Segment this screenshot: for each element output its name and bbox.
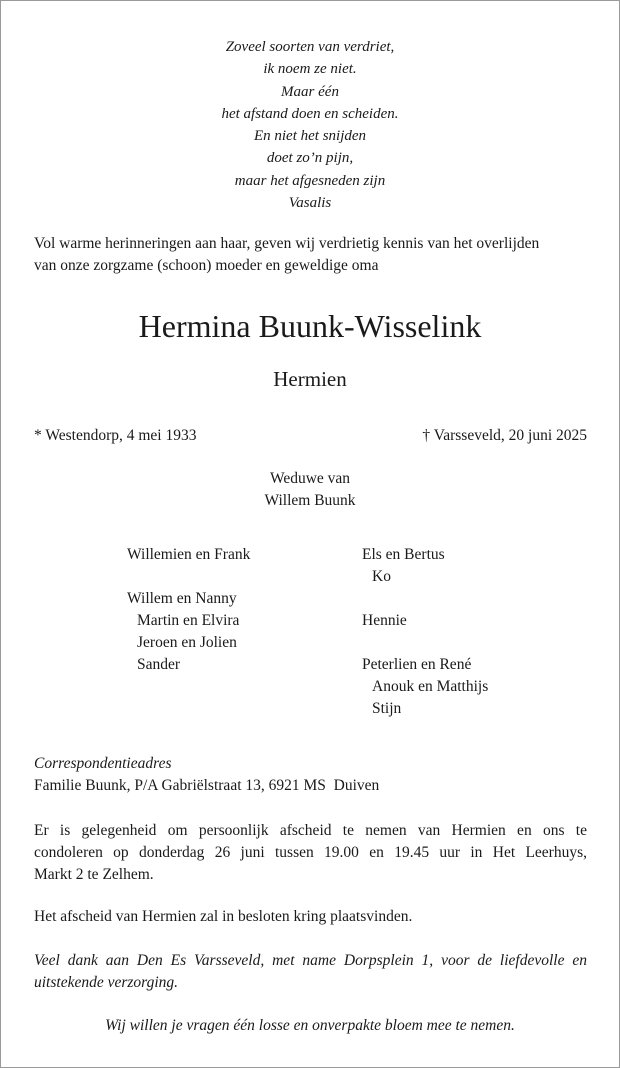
family-member: Peterlien en René [362, 656, 472, 673]
intro-text [34, 233, 590, 277]
birth-date: * Westendorp, 4 mei 1933 [34, 427, 197, 444]
closing-request: Wij willen je vragen één losse en onverpakte bloem mee te nemen. [105, 1017, 515, 1034]
family-grandchild: Ko [372, 568, 391, 585]
poem-line: maar het afgesneden zijn [234, 172, 386, 189]
correspondence-label: Correspondentieadres [34, 755, 172, 772]
family-grandchild: Sander [137, 656, 181, 673]
death-date: † Varsseveld, 20 juni 2025 [422, 427, 587, 444]
poem-line: ik noem ze niet. [263, 61, 357, 78]
deceased-nickname: Hermien [273, 367, 347, 391]
family-list-left [127, 544, 250, 676]
family-spacer [362, 632, 488, 654]
family-member: Willem en Nanny [127, 590, 237, 607]
poem [1, 36, 619, 214]
poem-line: En niet het snijden [253, 128, 367, 145]
poem-line: doet zo’n pijn, [266, 150, 354, 167]
family-spacer [362, 588, 488, 610]
paragraph-line: condoleren op donderdag 26 juni tussen 19.00 en 19.45 uur in Het Leerhuys, [34, 844, 587, 861]
intro-line: Vol warme herinneringen aan haar, geven wij verdrietig kennis van het overlijden [34, 235, 540, 252]
family-member: Hennie [362, 612, 407, 629]
family-member: Willemien en Frank [127, 546, 251, 563]
widow-of [1, 468, 619, 512]
family-list-right [362, 544, 488, 720]
family-member: Els en Bertus [362, 546, 445, 563]
family-grandchild: Jeroen en Jolien [137, 634, 237, 651]
poem-line: Maar één [281, 83, 339, 100]
family-grandchild: Anouk en Matthijs [372, 678, 489, 695]
spouse-name: Willem Buunk [264, 492, 356, 509]
family-grandchild: Stijn [372, 700, 402, 717]
paragraph-line: uitstekende verzorging. [34, 974, 179, 991]
paragraph-line: Veel dank aan Den Es Varsseveld, met name Dorpsplein 1, voor de liefdevolle en [34, 952, 587, 969]
poem-line: Zoveel soorten van verdriet, [225, 39, 395, 55]
poem-line: het afstand doen en scheiden. [221, 105, 399, 122]
widow-label: Weduwe van [269, 470, 351, 487]
paragraph-line: Markt 2 te Zelhem. [34, 866, 154, 883]
private-farewell-paragraph [34, 906, 587, 928]
paragraph-line: Er is gelegenheid om persoonlijk afscheid te nemen van Hermien en ons te [34, 822, 587, 839]
correspondence-address: Familie Buunk, P/A Gabriëlstraat 13, 6921 MS Duiven [34, 777, 380, 794]
family-spacer [127, 566, 250, 588]
intro-line: van onze zorgzame (schoon) moeder en geweldige oma [34, 257, 379, 274]
family-grandchild: Martin en Elvira [137, 612, 240, 629]
deceased-name: Hermina Buunk-Wisselink [138, 308, 482, 344]
paragraph-line: Het afscheid van Hermien zal in besloten kring plaatsvinden. [34, 908, 413, 925]
poem-author: Vasalis [288, 195, 332, 212]
thanks-paragraph [34, 950, 587, 994]
condolence-paragraph [34, 820, 587, 886]
